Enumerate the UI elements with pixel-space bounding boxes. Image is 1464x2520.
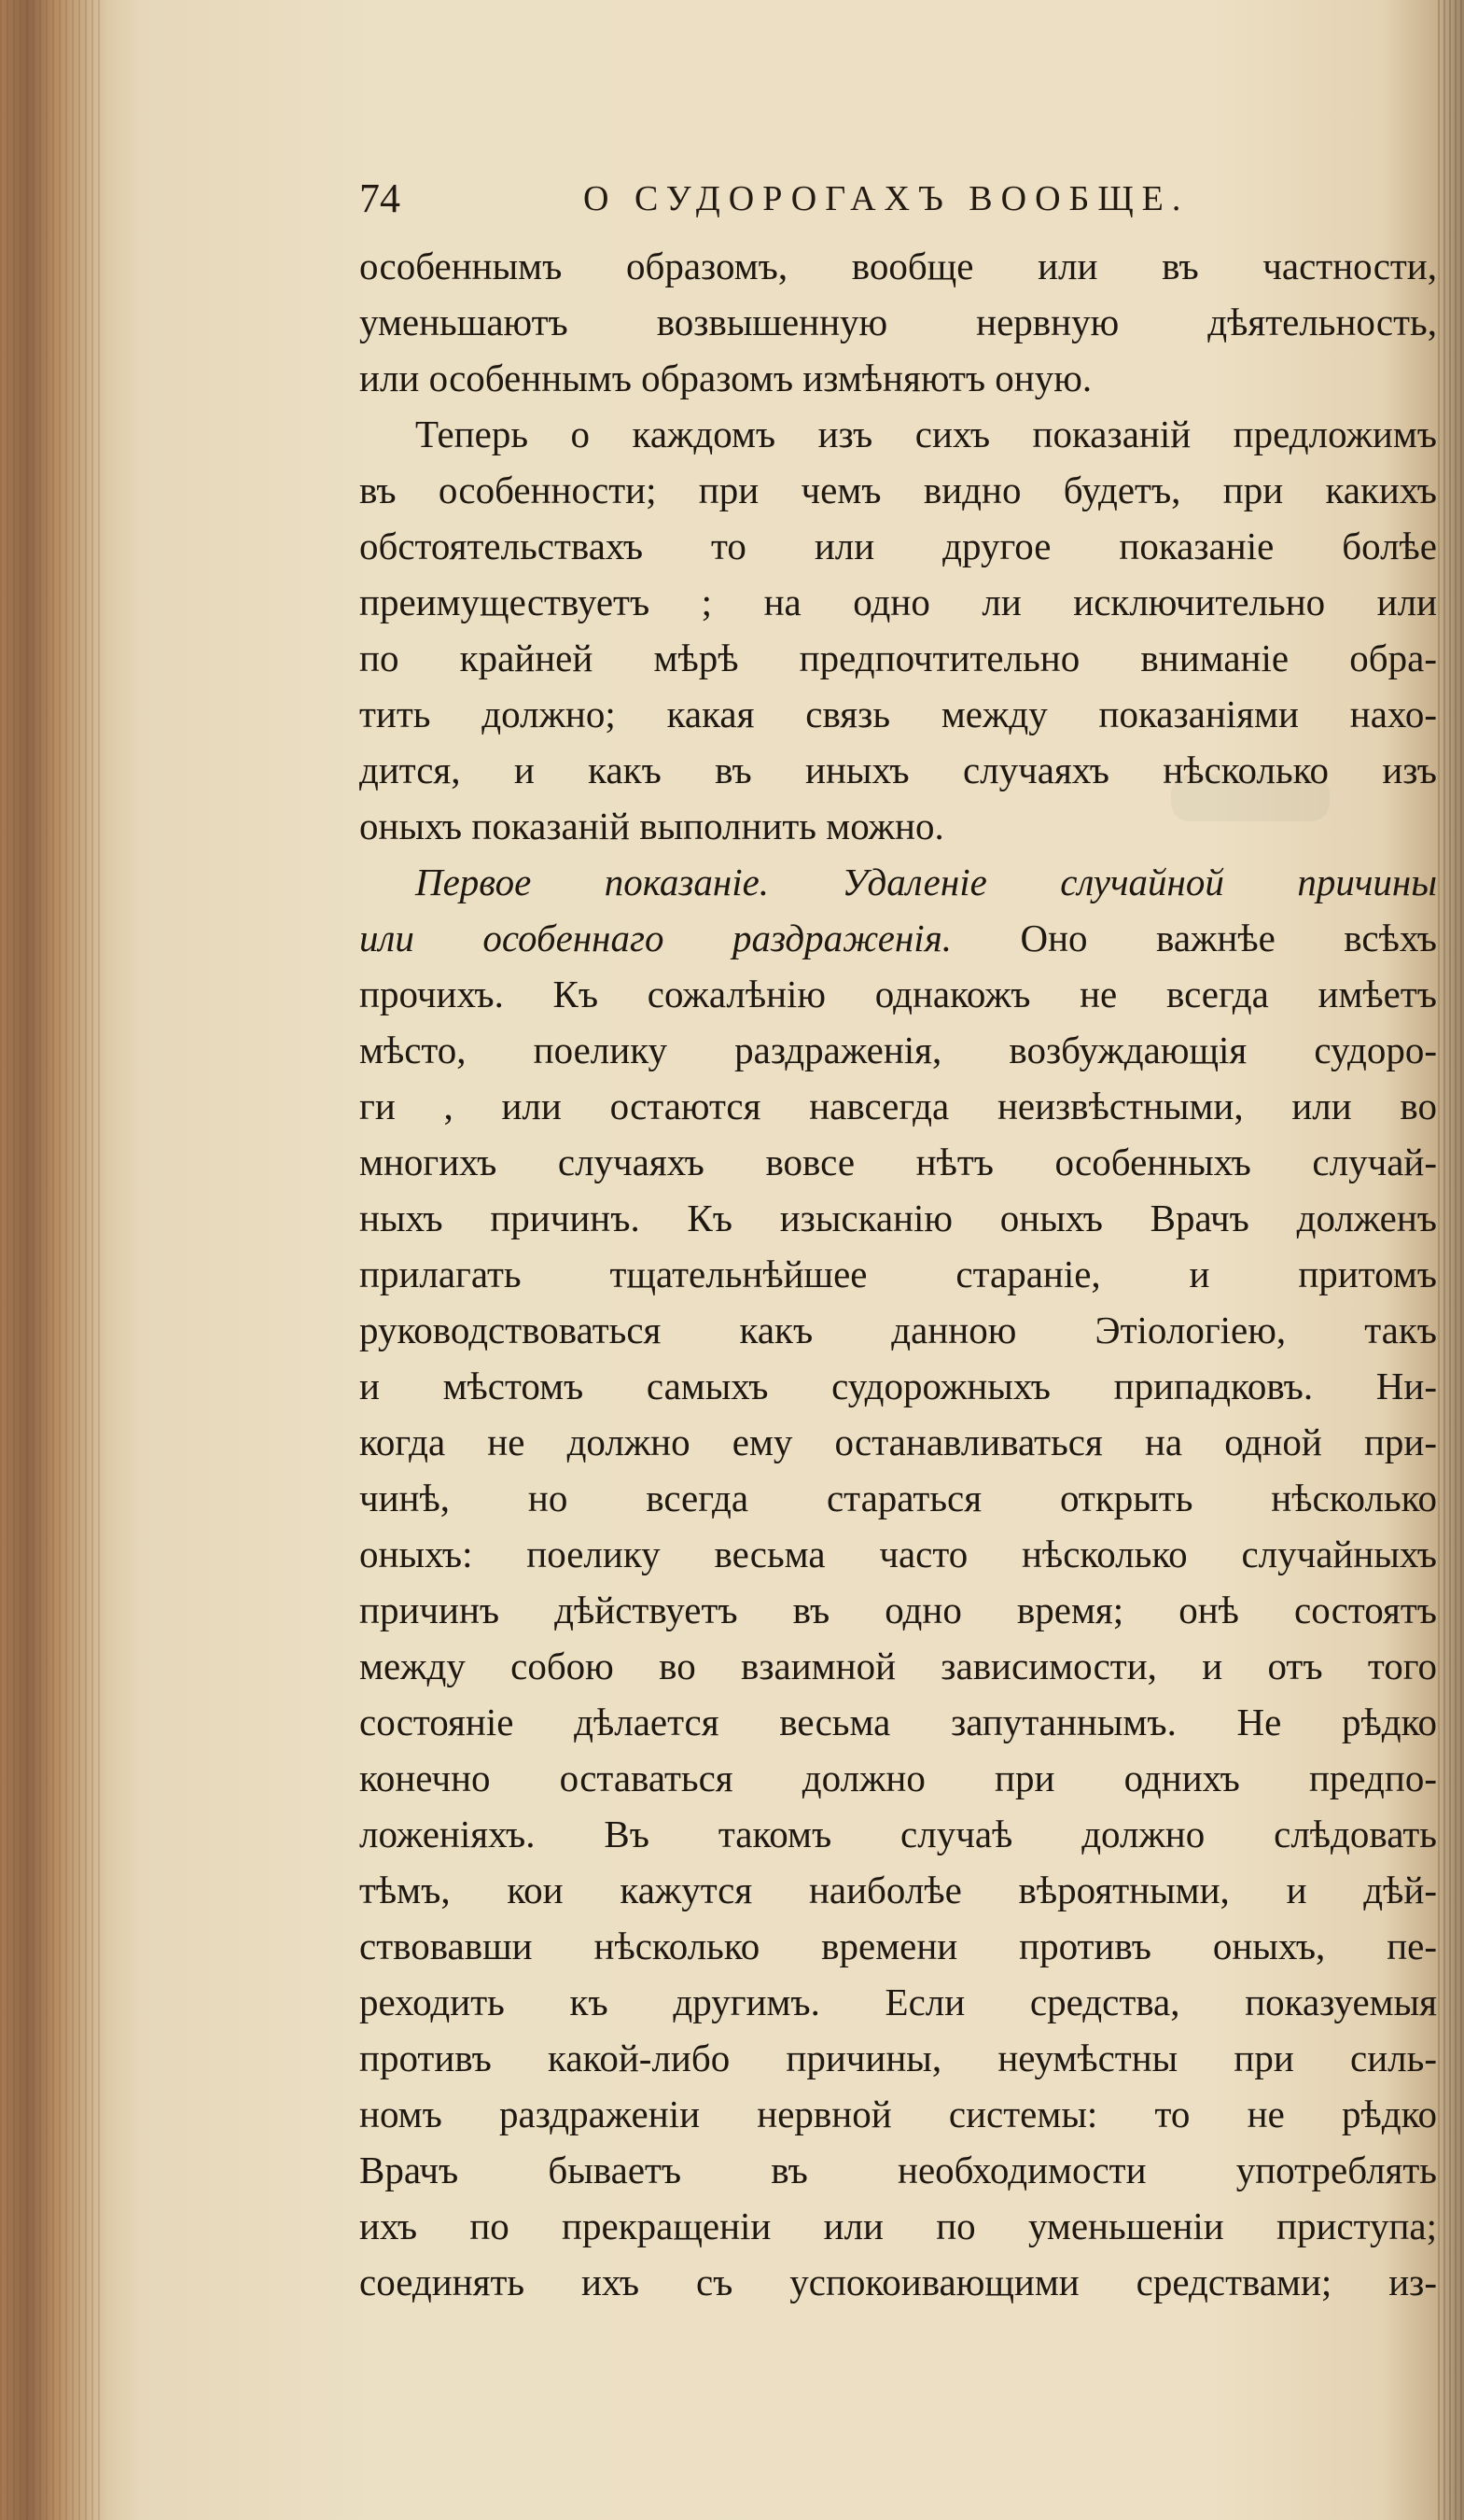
text-line: чинѣ, но всегда стараться открыть нѣсколько — [359, 1477, 1437, 1519]
text-line: или особеннымъ образомъ измѣняютъ оную. — [359, 357, 1093, 399]
text-line: по крайней мѣрѣ предпочтительно вниманіе обра- — [359, 637, 1437, 679]
text-line: въ особенности; при чемъ видно будетъ, при какихъ — [359, 469, 1437, 511]
text-line: дится, и какъ въ иныхъ случаяхъ нѣсколько изъ — [359, 749, 1437, 791]
page-header — [359, 166, 1246, 231]
text-line: Теперь о каждомъ изъ сихъ показаній предложимъ — [415, 413, 1437, 455]
text-line: тѣмъ, кои кажутся наиболѣе вѣроятными, и дѣй- — [359, 1869, 1437, 1911]
text-line: причинъ дѣйствуетъ въ одно время; онѣ состоятъ — [359, 1589, 1437, 1631]
text-line: соединять ихъ съ успокоивающими средствами; из- — [359, 2261, 1437, 2303]
text-line: уменьшаютъ возвышенную нервную дѣятельность, — [359, 301, 1437, 343]
text-line: мѣсто, поелику раздраженія, возбуждающія судоро- — [359, 1029, 1437, 1071]
section-heading-line — [359, 910, 1437, 966]
text-line: тить должно; какая связь между показаніями нахо- — [359, 693, 1437, 735]
body-text — [359, 238, 1437, 2310]
text-line: прочихъ. Къ сожалѣнію однакожъ не всегда имѣетъ — [359, 973, 1437, 1015]
text-line: преимуществуетъ ; на одно ли исключительно или — [359, 581, 1437, 623]
text-line: ги , или остаются навсегда неизвѣстными, или во — [359, 1085, 1437, 1127]
text-line: оныхъ показаній выполнить можно. — [359, 805, 944, 847]
text-line: особеннымъ образомъ, вообще или въ частности, — [359, 245, 1437, 287]
text-line: между собою во взаимной зависимости, и отъ того — [359, 1645, 1437, 1687]
text-line: руководствоваться какъ данною Этіологіею, такъ — [359, 1309, 1437, 1351]
text-line: конечно оставаться должно при однихъ предпо- — [359, 1757, 1437, 1799]
text-line: и мѣстомъ самыхъ судорожныхъ припадковъ. Ни- — [359, 1365, 1437, 1407]
text-line: номъ раздраженіи нервной системы: то не рѣдко — [359, 2093, 1437, 2135]
text-line: состояніе дѣлается весьма запутаннымъ. Не рѣдко — [359, 1701, 1437, 1743]
text-line: обстоятельствахъ то или другое показаніе болѣе — [359, 525, 1437, 567]
text-line: прилагать тщательнѣйшее стараніе, и притомъ — [359, 1253, 1437, 1295]
text-line: ныхъ причинъ. Къ изысканію оныхъ Врачъ долженъ — [359, 1197, 1437, 1239]
text-line: оныхъ: поелику весьма часто нѣсколько случайныхъ — [359, 1533, 1437, 1575]
text-line: противъ какой-либо причины, неумѣстны при силь- — [359, 2037, 1437, 2079]
text-line: Врачъ бываетъ въ необходимости употреблять — [359, 2149, 1437, 2191]
text-line: реходить къ другимъ. Если средства, показуемыя — [359, 1981, 1437, 2023]
page-number: 74 — [359, 175, 400, 221]
page-edge-right — [1438, 0, 1464, 2520]
text-line: когда не должно ему останавливаться на одной при- — [359, 1421, 1437, 1463]
section-heading-line: Первое показаніе. Удаленіе случайной причины — [415, 861, 1437, 903]
page-edge-left — [0, 0, 101, 2520]
running-head: О СУДОРОГАХЪ ВООБЩЕ. — [583, 179, 1190, 218]
section-heading-italic: или особеннаго раздраженія. — [359, 917, 953, 959]
text-line: ствовавши нѣсколько времени противъ оныхъ, пе- — [359, 1925, 1437, 1967]
text-line: ихъ по прекращеніи или по уменьшеніи приступа; — [359, 2205, 1437, 2247]
text-line: ложеніяхъ. Въ такомъ случаѣ должно слѣдовать — [359, 1813, 1437, 1855]
text-line: многихъ случаяхъ вовсе нѣтъ особенныхъ случай- — [359, 1141, 1437, 1183]
section-heading-rest: Оно важнѣе всѣхъ — [952, 917, 1437, 959]
